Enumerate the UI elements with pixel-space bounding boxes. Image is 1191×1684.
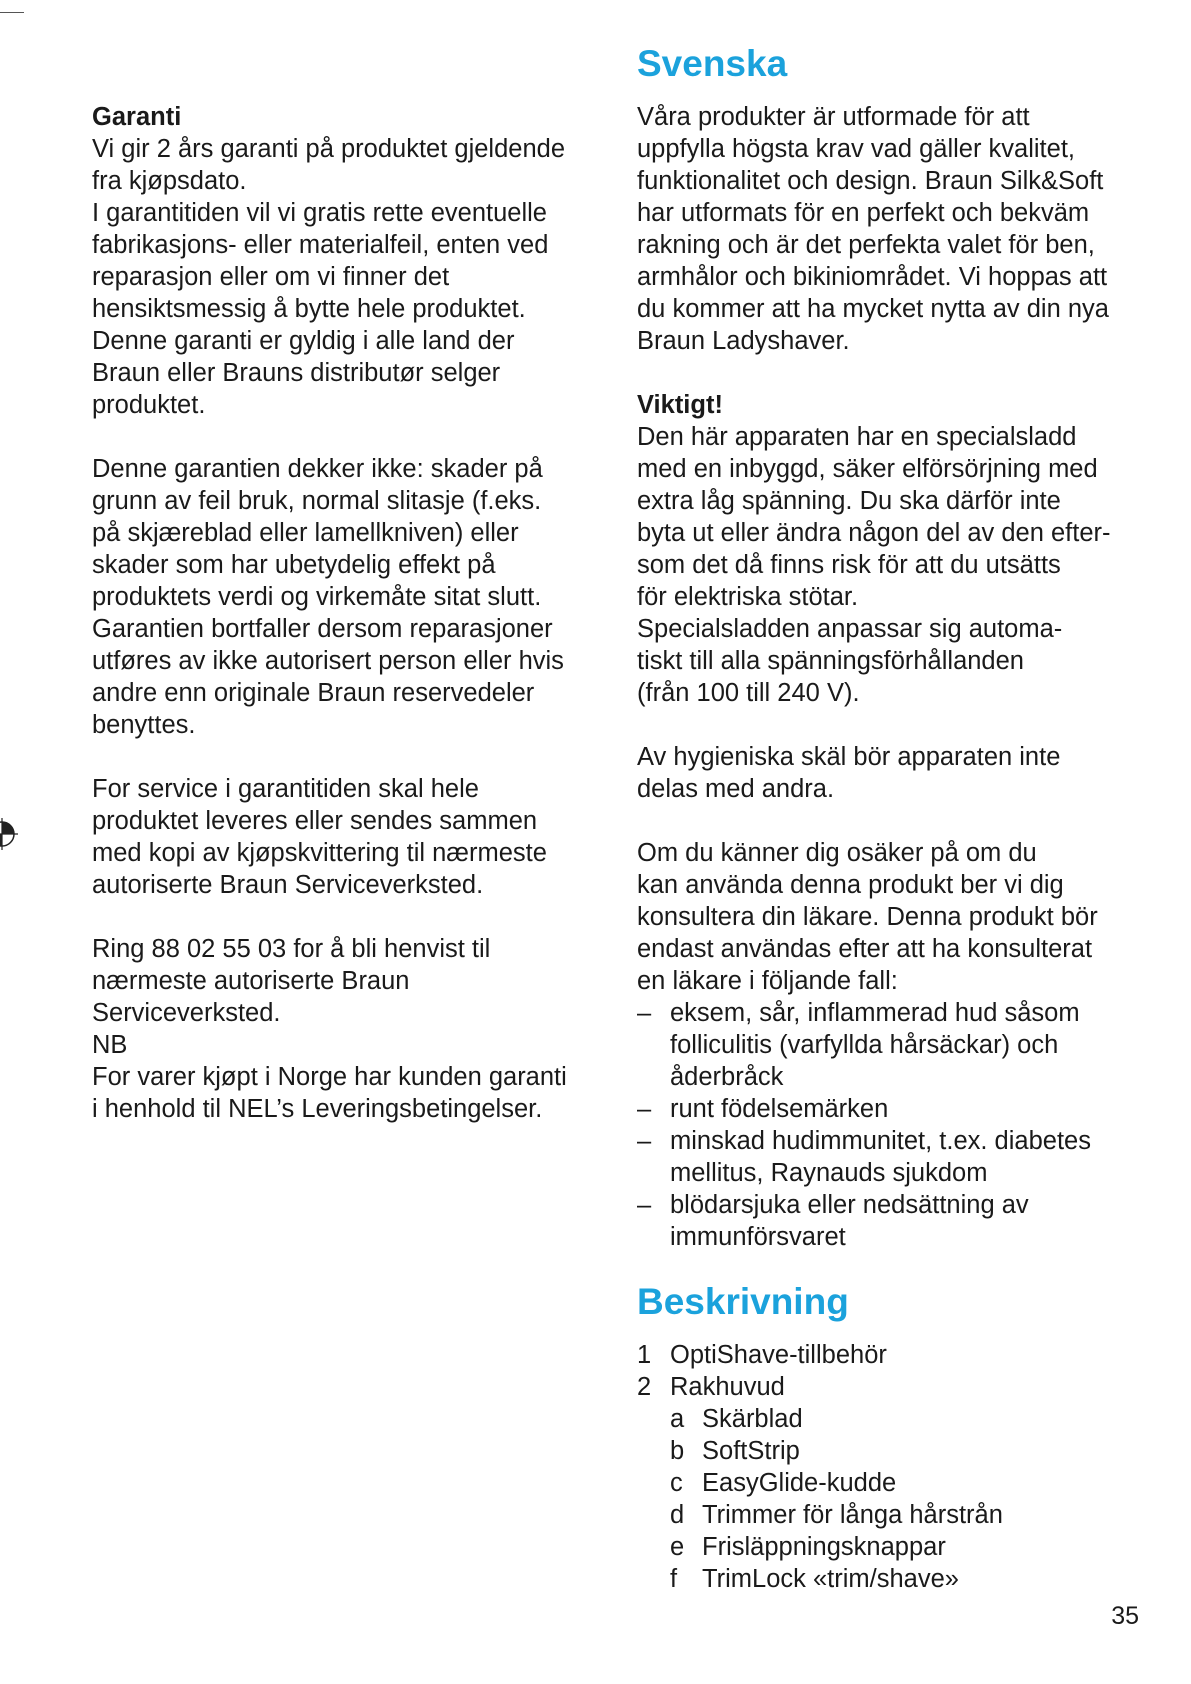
sub-list-item bbox=[637, 1467, 1003, 1499]
text-line: fra kjøpsdato. bbox=[92, 167, 247, 195]
item-text: Skärblad bbox=[702, 1405, 803, 1433]
text-line: Specialsladden anpassar sig automa- bbox=[637, 615, 1063, 643]
text-line: du kommer att ha mycket nytta av din nya bbox=[637, 295, 1109, 323]
section-title-beskrivning: Beskrivning bbox=[637, 1281, 849, 1322]
text-line: Serviceverksted. bbox=[92, 999, 281, 1027]
text-line: runt födelsemärken bbox=[670, 1095, 889, 1123]
text-line: uppfylla högsta krav vad gäller kvalitet, bbox=[637, 135, 1075, 163]
text-line: produktet. bbox=[92, 391, 206, 419]
item-letter: f bbox=[670, 1565, 678, 1593]
viktigt-section bbox=[637, 389, 1110, 709]
intro-paragraph bbox=[637, 101, 1110, 357]
text-line: minskad hudimmunitet, t.ex. diabetes bbox=[670, 1127, 1091, 1155]
text-line: en läkare i följande fall: bbox=[637, 967, 898, 995]
item-text: EasyGlide-kudde bbox=[702, 1469, 897, 1497]
item-text: Trimmer för långa hårstrån bbox=[702, 1501, 1003, 1529]
text-line: endast användas efter att ha konsulterat bbox=[637, 935, 1093, 963]
registration-mark-icon bbox=[0, 818, 18, 850]
list-item bbox=[637, 1371, 1003, 1403]
text-line: med kopi av kjøpskvittering til nærmeste bbox=[92, 839, 547, 867]
text-line: For service i garantitiden skal hele bbox=[92, 775, 479, 803]
sub-list-item bbox=[637, 1499, 1003, 1531]
text-line: mellitus, Raynauds sjukdom bbox=[670, 1159, 988, 1187]
text-line: på skjæreblad eller lamellkniven) eller bbox=[92, 519, 519, 547]
list-item bbox=[637, 1189, 1110, 1253]
item-number: 2 bbox=[637, 1373, 652, 1401]
item-text: OptiShave-tillbehör bbox=[670, 1341, 887, 1369]
dash-marker: – bbox=[637, 999, 652, 1027]
text-line: åderbråck bbox=[670, 1063, 784, 1091]
item-text: TrimLock «trim/shave» bbox=[702, 1565, 959, 1593]
garanti-paragraph-1 bbox=[92, 133, 567, 421]
text-line: för elektriska stötar. bbox=[637, 583, 859, 611]
text-line: blödarsjuka eller nedsättning av bbox=[670, 1191, 1029, 1219]
page-number: 35 bbox=[1111, 1602, 1139, 1630]
crop-mark bbox=[0, 12, 24, 13]
list-item bbox=[637, 997, 1110, 1093]
text-line: i henhold til NEL’s Leveringsbetingelser. bbox=[92, 1095, 543, 1123]
text-line: produktet leveres eller sendes sammen bbox=[92, 807, 538, 835]
text-line: produktets verdi og virkemåte sitat slutt. bbox=[92, 583, 542, 611]
text-line: armhålor och bikiniområdet. Vi hoppas att bbox=[637, 263, 1108, 291]
dash-marker: – bbox=[637, 1191, 652, 1219]
garanti-paragraph-2 bbox=[92, 453, 567, 741]
osaker-paragraph bbox=[637, 837, 1110, 997]
text-line: nærmeste autoriserte Braun bbox=[92, 967, 410, 995]
dash-marker: – bbox=[637, 1127, 652, 1155]
text-line: hensiktsmessig å bytte hele produktet. bbox=[92, 295, 526, 323]
text-line: For varer kjøpt i Norge har kunden garanti bbox=[92, 1063, 567, 1091]
garanti-paragraph-4 bbox=[92, 933, 567, 1125]
text-line: har utformats för en perfekt och bekväm bbox=[637, 199, 1090, 227]
hygien-paragraph bbox=[637, 741, 1110, 805]
text-line: NB bbox=[92, 1031, 128, 1059]
garanti-section bbox=[92, 101, 567, 1125]
text-line: benyttes. bbox=[92, 711, 196, 739]
text-line: delas med andra. bbox=[637, 775, 835, 803]
item-letter: d bbox=[670, 1501, 685, 1529]
list-item bbox=[637, 1339, 1003, 1371]
text-line: eksem, sår, inflammerad hud såsom bbox=[670, 999, 1080, 1027]
garanti-heading: Garanti bbox=[92, 103, 182, 131]
text-line: Den här apparaten har en specialsladd bbox=[637, 423, 1077, 451]
text-line: immunförsvaret bbox=[670, 1223, 846, 1251]
svenska-body bbox=[637, 101, 1110, 1253]
text-line: rakning och är det perfekta valet för ben, bbox=[637, 231, 1095, 259]
item-letter: e bbox=[670, 1533, 685, 1561]
item-letter: c bbox=[670, 1469, 683, 1497]
text-line: med en inbyggd, säker elförsörjning med bbox=[637, 455, 1098, 483]
text-line: som det då finns risk för att du utsätts bbox=[637, 551, 1061, 579]
text-line: Våra produkter är utformade för att bbox=[637, 103, 1030, 131]
text-line: tiskt till alla spänningsförhållanden bbox=[637, 647, 1024, 675]
sub-list-item bbox=[637, 1435, 1003, 1467]
text-line: andre enn originale Braun reservedeler bbox=[92, 679, 535, 707]
item-letter: a bbox=[670, 1405, 685, 1433]
text-line: Garantien bortfaller dersom reparasjoner bbox=[92, 615, 553, 643]
dash-marker: – bbox=[637, 1095, 652, 1123]
text-line: I garantitiden vil vi gratis rette eventuelle bbox=[92, 199, 547, 227]
text-line: reparasjon eller om vi finner det bbox=[92, 263, 450, 291]
sub-list-item bbox=[637, 1531, 1003, 1563]
section-title-svenska: Svenska bbox=[637, 43, 788, 84]
viktigt-heading: Viktigt! bbox=[637, 391, 723, 419]
item-number: 1 bbox=[637, 1341, 652, 1369]
text-line: Av hygieniska skäl bör apparaten inte bbox=[637, 743, 1061, 771]
item-text: Rakhuvud bbox=[670, 1373, 785, 1401]
text-line: konsultera din läkare. Denna produkt bör bbox=[637, 903, 1098, 931]
text-line: Om du känner dig osäker på om du bbox=[637, 839, 1037, 867]
text-line: folliculitis (varfyllda hårsäckar) och bbox=[670, 1031, 1059, 1059]
list-item bbox=[637, 1093, 1110, 1125]
text-line: autoriserte Braun Serviceverksted. bbox=[92, 871, 484, 899]
text-line: (från 100 till 240 V). bbox=[637, 679, 860, 707]
condition-list bbox=[637, 997, 1110, 1253]
garanti-paragraph-3 bbox=[92, 773, 567, 901]
sub-list-item bbox=[637, 1403, 1003, 1435]
text-line: funktionalitet och design. Braun Silk&Soft bbox=[637, 167, 1104, 195]
text-line: skader som har ubetydelig effekt på bbox=[92, 551, 496, 579]
text-line: kan använda denna produkt ber vi dig bbox=[637, 871, 1064, 899]
text-line: utføres av ikke autorisert person eller hvis bbox=[92, 647, 564, 675]
text-line: byta ut eller ändra någon del av den efter- bbox=[637, 519, 1111, 547]
sub-list-item bbox=[637, 1563, 1003, 1595]
text-line: Ring 88 02 55 03 for å bli henvist til bbox=[92, 935, 491, 963]
item-text: SoftStrip bbox=[702, 1437, 800, 1465]
text-line: Denne garanti er gyldig i alle land der bbox=[92, 327, 515, 355]
description-list bbox=[637, 1339, 1003, 1595]
text-line: grunn av feil bruk, normal slitasje (f.eks. bbox=[92, 487, 542, 515]
text-line: Braun Ladyshaver. bbox=[637, 327, 850, 355]
text-line: Vi gir 2 års garanti på produktet gjeldende bbox=[92, 135, 566, 163]
item-letter: b bbox=[670, 1437, 685, 1465]
text-line: fabrikasjons- eller materialfeil, enten ved bbox=[92, 231, 549, 259]
item-text: Frisläppningsknappar bbox=[702, 1533, 946, 1561]
text-line: Denne garantien dekker ikke: skader på bbox=[92, 455, 543, 483]
list-item bbox=[637, 1125, 1110, 1189]
text-line: Braun eller Brauns distributør selger bbox=[92, 359, 501, 387]
text-line: extra låg spänning. Du ska därför inte bbox=[637, 487, 1061, 515]
